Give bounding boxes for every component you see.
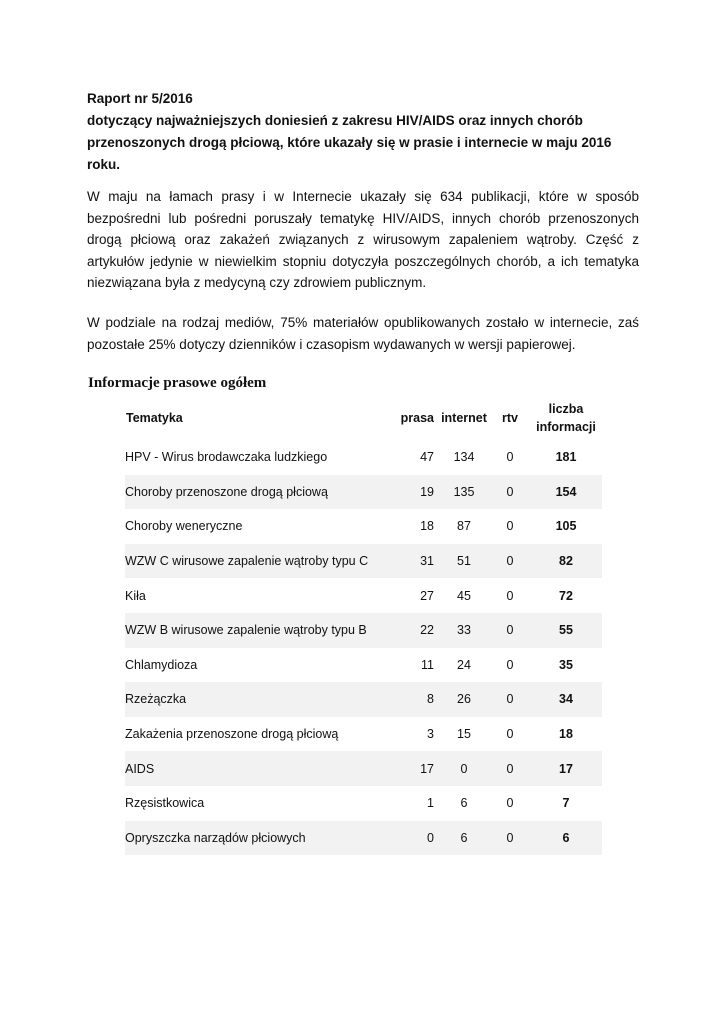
cell-tv: 0: [490, 475, 530, 510]
table-row: [125, 544, 602, 579]
cell-press: 1: [427, 796, 434, 811]
cell-press: 47: [420, 450, 434, 465]
cell-press: 8: [398, 682, 438, 717]
cell-count: 72: [559, 588, 573, 603]
cell-topic: Rzęsistkowica: [125, 796, 205, 811]
table-row: [125, 475, 602, 510]
table-row: [125, 648, 602, 683]
cell-topic: Opryszczka narządów płciowych: [125, 821, 398, 856]
cell-count: 82: [530, 544, 602, 579]
cell-tv: 0: [490, 613, 530, 648]
cell-internet: 0: [438, 751, 490, 786]
cell-internet: 26: [438, 682, 490, 717]
header-topic: Tematyka: [126, 411, 183, 425]
cell-internet: 6: [438, 821, 490, 856]
cell-count: 18: [559, 727, 573, 742]
header-internet: internet: [441, 411, 487, 425]
cell-internet: 87: [457, 519, 471, 534]
cell-count: 35: [559, 657, 573, 672]
cell-topic: AIDS: [125, 751, 398, 786]
cell-internet: 45: [457, 588, 471, 603]
cell-tv: 0: [506, 657, 514, 672]
cell-tv: 0: [506, 796, 514, 811]
cell-press: 17: [398, 751, 438, 786]
cell-count: 7: [562, 796, 570, 811]
report-number: Raport nr 5/2016: [87, 91, 193, 106]
cell-press: 19: [398, 475, 438, 510]
cell-tv: 0: [506, 727, 514, 742]
cell-internet: 134: [453, 450, 475, 465]
table-body: [125, 440, 602, 855]
table-row: [125, 717, 602, 752]
cell-internet: 15: [457, 727, 471, 742]
table-row: [125, 786, 602, 821]
cell-topic: Chlamydioza: [125, 657, 198, 672]
table-row: [125, 578, 602, 613]
header-count-line2: informacji: [536, 420, 596, 434]
cell-count: 6: [530, 821, 602, 856]
cell-internet: 135: [438, 475, 490, 510]
cell-count: 105: [555, 519, 577, 534]
cell-topic: WZW C wirusowe zapalenie wątroby typu C: [125, 544, 398, 579]
cell-topic: WZW B wirusowe zapalenie wątroby typu B: [125, 613, 398, 648]
cell-internet: 33: [438, 613, 490, 648]
report-subtitle: dotyczący najważniejszych doniesień z zakresu HIV/AIDS oraz innych chorób przenoszonych drogą płciową, które ukazały się w prasie i internecie w maju 2016 roku.: [87, 113, 612, 172]
table-row: [125, 682, 602, 717]
table-row: [125, 440, 602, 475]
table-header-row: [125, 396, 602, 440]
cell-topic: Rzeżączka: [125, 682, 398, 717]
cell-topic: Choroby weneryczne: [125, 519, 243, 534]
cell-press: 18: [420, 519, 434, 534]
cell-count: 34: [530, 682, 602, 717]
table-row: [125, 509, 602, 544]
header-count-line1: liczba: [548, 402, 584, 416]
press-info-table: [125, 396, 602, 855]
cell-internet: 51: [438, 544, 490, 579]
report-heading: [87, 88, 647, 176]
cell-count: 181: [555, 450, 577, 465]
cell-tv: 0: [490, 682, 530, 717]
cell-press: 22: [398, 613, 438, 648]
cell-internet: 6: [460, 796, 468, 811]
cell-count: 55: [530, 613, 602, 648]
header-tv: rtv: [502, 411, 518, 425]
cell-topic: Choroby przenoszone drogą płciową: [125, 475, 398, 510]
cell-tv: 0: [506, 588, 514, 603]
cell-tv: 0: [490, 751, 530, 786]
cell-tv: 0: [506, 519, 514, 534]
cell-count: 17: [530, 751, 602, 786]
intro-paragraph: W maju na łamach prasy i w Internecie ukazały się 634 publikacji, które w sposób bezpośredni lub pośredni poruszały tematykę HIV/AIDS, innych chorób przenoszonych drogą płciową oraz zakażeń związanych z wirusowym zapaleniem wątroby. Część z artykułów jedynie w niewielkim stopniu dotyczyła poszczególnych chorób, a ich tematyka niezwiązana była z medycyną czy zdrowiem publicznym.: [87, 189, 639, 290]
cell-press: 27: [420, 588, 434, 603]
cell-topic: Kiła: [125, 588, 146, 603]
table-row: [125, 821, 602, 856]
cell-topic: Zakażenia przenoszone drogą płciową: [125, 727, 339, 742]
header-press: prasa: [400, 411, 434, 425]
cell-press: 11: [421, 657, 434, 672]
cell-tv: 0: [490, 821, 530, 856]
table-row: [125, 751, 602, 786]
cell-press: 3: [427, 727, 434, 742]
cell-press: 31: [398, 544, 438, 579]
cell-topic: HPV - Wirus brodawczaka ludzkiego: [125, 450, 328, 465]
section-title: Informacje prasowe ogółem: [88, 375, 267, 391]
table-row: [125, 613, 602, 648]
header-count: [530, 396, 602, 440]
cell-tv: 0: [506, 450, 514, 465]
cell-press: 0: [398, 821, 438, 856]
cell-internet: 24: [457, 657, 471, 672]
cell-count: 154: [530, 475, 602, 510]
media-split-paragraph: W podziale na rodzaj mediów, 75% materiałów opublikowanych zostało w internecie, zaś pozostałe 25% dotyczy dzienników i czasopism wydawanych w wersji papierowej.: [87, 315, 639, 352]
cell-tv: 0: [490, 544, 530, 579]
